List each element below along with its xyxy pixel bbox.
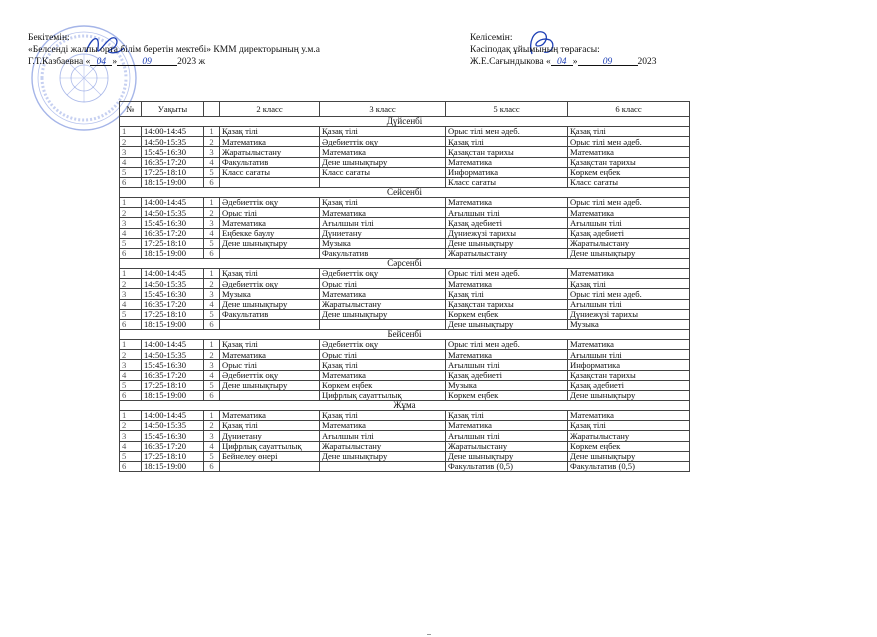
cell-time: 14:00-14:45: [142, 411, 204, 421]
cell-number: 2: [120, 350, 142, 360]
cell-grade-3: Орыс тілі: [320, 279, 446, 289]
cell-grade-6: Математика: [568, 147, 690, 157]
table-row: [120, 167, 690, 177]
table-row: [120, 421, 690, 431]
table-row: [120, 289, 690, 299]
cell-time: 18:15-19:00: [142, 248, 204, 258]
cell-number: 1: [120, 269, 142, 279]
cell-grade-3: Ағылшын тілі: [320, 431, 446, 441]
cell-grade-2: [220, 461, 320, 471]
day-header-row: [120, 117, 690, 127]
cell-time: 16:35-17:20: [142, 228, 204, 238]
cell-time: 17:25-18:10: [142, 451, 204, 461]
cell-time: 14:00-14:45: [142, 340, 204, 350]
cell-lesson-number: 6: [204, 319, 220, 329]
cell-grade-2: Дене шынықтыру: [220, 380, 320, 390]
table-row: [120, 269, 690, 279]
cell-grade-6: Информатика: [568, 360, 690, 370]
table-row: [120, 411, 690, 421]
table-row: [120, 380, 690, 390]
cell-grade-5: Математика: [446, 198, 568, 208]
cell-grade-6: Математика: [568, 208, 690, 218]
table-row: [120, 441, 690, 451]
cell-grade-5: Дене шынықтыру: [446, 451, 568, 461]
cell-time: 14:50-15:35: [142, 421, 204, 431]
day-name: Сәрсенбі: [120, 258, 690, 268]
cell-lesson-number: 5: [204, 238, 220, 248]
table-row: [120, 208, 690, 218]
cell-time: 15:45-16:30: [142, 218, 204, 228]
cell-number: 4: [120, 441, 142, 451]
cell-grade-6: Қазақ әдебиеті: [568, 380, 690, 390]
cell-grade-6: Көркем еңбек: [568, 167, 690, 177]
cell-grade-3: Дүниетану: [320, 228, 446, 238]
cell-grade-2: Цифрлық сауаттылық: [220, 441, 320, 451]
table-row: [120, 360, 690, 370]
cell-number: 5: [120, 451, 142, 461]
cell-time: 14:50-15:35: [142, 137, 204, 147]
cell-grade-6: Факультатив (0,5): [568, 461, 690, 471]
table-row: [120, 238, 690, 248]
col-header-grade-3: 3 класс: [320, 102, 446, 117]
cell-grade-2: Әдебиеттік оқу: [220, 370, 320, 380]
cell-grade-6: Қазақ тілі: [568, 127, 690, 137]
cell-time: 17:25-18:10: [142, 238, 204, 248]
cell-number: 6: [120, 248, 142, 258]
table-row: [120, 218, 690, 228]
cell-number: 3: [120, 218, 142, 228]
col-header-number: №: [120, 102, 142, 117]
cell-lesson-number: 2: [204, 279, 220, 289]
cell-time: 15:45-16:30: [142, 147, 204, 157]
cell-grade-5: Математика: [446, 350, 568, 360]
cell-grade-6: Дене шынықтыру: [568, 390, 690, 400]
cell-lesson-number: 4: [204, 157, 220, 167]
cell-grade-2: Математика: [220, 350, 320, 360]
cell-grade-3: Факультатив: [320, 248, 446, 258]
table-row: [120, 157, 690, 167]
page-mark: [427, 630, 431, 635]
cell-grade-5: Музыка: [446, 380, 568, 390]
cell-grade-6: Ағылшын тілі: [568, 218, 690, 228]
cell-lesson-number: 4: [204, 228, 220, 238]
cell-grade-5: Факультатив (0,5): [446, 461, 568, 471]
cell-time: 16:35-17:20: [142, 441, 204, 451]
cell-lesson-number: 2: [204, 350, 220, 360]
cell-grade-5: Дене шынықтыру: [446, 238, 568, 248]
cell-grade-3: Әдебиеттік оқу: [320, 269, 446, 279]
cell-number: 5: [120, 309, 142, 319]
table-row: [120, 461, 690, 471]
cell-number: 3: [120, 147, 142, 157]
col-header-grade-5: 5 класс: [446, 102, 568, 117]
cell-lesson-number: 3: [204, 431, 220, 441]
day-name: Жұма: [120, 400, 690, 410]
cell-grade-5: Қазақ тілі: [446, 411, 568, 421]
cell-grade-2: Қазақ тілі: [220, 340, 320, 350]
cell-grade-6: Қазақ тілі: [568, 279, 690, 289]
cell-lesson-number: 1: [204, 269, 220, 279]
cell-grade-2: Бейнелеу өнері: [220, 451, 320, 461]
cell-grade-6: Класс сағаты: [568, 177, 690, 187]
cell-grade-6: Математика: [568, 411, 690, 421]
cell-grade-5: Математика: [446, 157, 568, 167]
cell-grade-6: Қазақ әдебиеті: [568, 228, 690, 238]
cell-grade-5: Дүниежүзі тарихы: [446, 228, 568, 238]
cell-grade-5: Ағылшын тілі: [446, 360, 568, 370]
cell-grade-2: Дене шынықтыру: [220, 299, 320, 309]
cell-number: 6: [120, 390, 142, 400]
cell-number: 4: [120, 228, 142, 238]
approval-signatory: Г.Т.Казбаевна « 04 » 09 2023 ж: [28, 57, 206, 67]
cell-grade-2: Қазақ тілі: [220, 421, 320, 431]
cell-grade-6: Жаратылыстану: [568, 238, 690, 248]
cell-time: 16:35-17:20: [142, 157, 204, 167]
agreement-organization: Кәсіподақ ұйымының төрағасы:: [470, 45, 600, 55]
cell-grade-2: [220, 177, 320, 187]
day-name: Бейсенбі: [120, 329, 690, 339]
cell-grade-6: Жаратылыстану: [568, 431, 690, 441]
cell-grade-2: Қазақ тілі: [220, 269, 320, 279]
cell-grade-5: Информатика: [446, 167, 568, 177]
cell-number: 3: [120, 289, 142, 299]
table-row: [120, 137, 690, 147]
cell-grade-3: Қазақ тілі: [320, 198, 446, 208]
cell-lesson-number: 4: [204, 441, 220, 451]
col-header-lesson: [204, 102, 220, 117]
cell-grade-5: Ағылшын тілі: [446, 208, 568, 218]
cell-grade-2: [220, 319, 320, 329]
schedule-table: [119, 101, 690, 472]
cell-grade-6: Орыс тілі мен әдеб.: [568, 198, 690, 208]
cell-lesson-number: 5: [204, 451, 220, 461]
cell-lesson-number: 6: [204, 177, 220, 187]
cell-lesson-number: 5: [204, 380, 220, 390]
approval-day: 04: [90, 56, 112, 66]
cell-time: 15:45-16:30: [142, 431, 204, 441]
cell-grade-6: Орыс тілі мен әдеб.: [568, 137, 690, 147]
cell-grade-2: Қазақ тілі: [220, 127, 320, 137]
cell-grade-2: Әдебиеттік оқу: [220, 279, 320, 289]
cell-grade-2: Дене шынықтыру: [220, 238, 320, 248]
cell-grade-3: Орыс тілі: [320, 350, 446, 360]
cell-grade-6: Дүниежүзі тарихы: [568, 309, 690, 319]
cell-grade-2: [220, 390, 320, 400]
cell-grade-2: Әдебиеттік оқу: [220, 198, 320, 208]
table-row: [120, 451, 690, 461]
cell-lesson-number: 1: [204, 127, 220, 137]
approval-block: [28, 32, 320, 68]
cell-grade-6: Қазақстан тарихы: [568, 370, 690, 380]
day-header-row: [120, 400, 690, 410]
cell-grade-5: Көркем еңбек: [446, 309, 568, 319]
cell-time: 14:00-14:45: [142, 269, 204, 279]
cell-number: 1: [120, 411, 142, 421]
approval-month: 09: [117, 56, 177, 66]
cell-grade-3: Әдебиеттік оқу: [320, 137, 446, 147]
cell-lesson-number: 3: [204, 289, 220, 299]
cell-lesson-number: 1: [204, 340, 220, 350]
cell-number: 4: [120, 370, 142, 380]
cell-grade-2: Жаратылыстану: [220, 147, 320, 157]
cell-lesson-number: 3: [204, 218, 220, 228]
cell-time: 18:15-19:00: [142, 461, 204, 471]
agreement-day: 04: [551, 56, 573, 66]
table-row: [120, 248, 690, 258]
cell-grade-2: Музыка: [220, 289, 320, 299]
cell-number: 5: [120, 238, 142, 248]
cell-grade-5: Қазақстан тарихы: [446, 299, 568, 309]
table-row: [120, 390, 690, 400]
cell-time: 18:15-19:00: [142, 177, 204, 187]
cell-lesson-number: 5: [204, 309, 220, 319]
cell-time: 17:25-18:10: [142, 309, 204, 319]
cell-number: 1: [120, 127, 142, 137]
cell-number: 4: [120, 299, 142, 309]
cell-grade-2: Орыс тілі: [220, 208, 320, 218]
cell-grade-3: Ағылшын тілі: [320, 218, 446, 228]
cell-lesson-number: 6: [204, 461, 220, 471]
cell-grade-6: Математика: [568, 269, 690, 279]
cell-grade-2: Математика: [220, 411, 320, 421]
cell-grade-5: Дене шынықтыру: [446, 319, 568, 329]
table-row: [120, 319, 690, 329]
table-row: [120, 299, 690, 309]
cell-number: 5: [120, 167, 142, 177]
cell-grade-3: Әдебиеттік оқу: [320, 340, 446, 350]
cell-grade-3: Математика: [320, 370, 446, 380]
table-row: [120, 350, 690, 360]
agreement-month: 09: [578, 56, 638, 66]
cell-grade-5: Қазақстан тарихы: [446, 147, 568, 157]
cell-time: 16:35-17:20: [142, 370, 204, 380]
cell-lesson-number: 2: [204, 137, 220, 147]
schedule-body: [120, 117, 690, 472]
table-row: [120, 309, 690, 319]
cell-grade-3: Көркем еңбек: [320, 380, 446, 390]
cell-time: 14:50-15:35: [142, 350, 204, 360]
cell-number: 3: [120, 360, 142, 370]
cell-grade-2: [220, 248, 320, 258]
cell-grade-3: Математика: [320, 421, 446, 431]
cell-time: 14:00-14:45: [142, 127, 204, 137]
table-row: [120, 279, 690, 289]
cell-lesson-number: 3: [204, 147, 220, 157]
cell-time: 14:50-15:35: [142, 208, 204, 218]
cell-grade-5: Қазақ тілі: [446, 289, 568, 299]
cell-grade-6: Қазақ тілі: [568, 421, 690, 431]
table-row: [120, 198, 690, 208]
cell-time: 15:45-16:30: [142, 289, 204, 299]
cell-time: 18:15-19:00: [142, 319, 204, 329]
cell-grade-5: Қазақ әдебиеті: [446, 218, 568, 228]
table-row: [120, 370, 690, 380]
cell-grade-5: Математика: [446, 421, 568, 431]
cell-grade-3: Класс сағаты: [320, 167, 446, 177]
cell-grade-3: [320, 461, 446, 471]
cell-grade-6: Орыс тілі мен әдеб.: [568, 289, 690, 299]
cell-grade-6: Музыка: [568, 319, 690, 329]
cell-number: 2: [120, 137, 142, 147]
cell-lesson-number: 6: [204, 390, 220, 400]
cell-grade-5: Математика: [446, 279, 568, 289]
cell-number: 2: [120, 421, 142, 431]
col-header-time: Уақыты: [142, 102, 204, 117]
cell-lesson-number: 2: [204, 208, 220, 218]
agreement-block: [470, 32, 657, 68]
cell-grade-6: Ағылшын тілі: [568, 350, 690, 360]
day-header-row: [120, 258, 690, 268]
day-name: Дүйсенбі: [120, 117, 690, 127]
cell-number: 1: [120, 340, 142, 350]
cell-grade-5: Ағылшын тілі: [446, 431, 568, 441]
cell-grade-3: Дене шынықтыру: [320, 309, 446, 319]
cell-number: 6: [120, 177, 142, 187]
cell-grade-2: Еңбекке баулу: [220, 228, 320, 238]
approval-institution: «Белсенді жалпы орта білім беретін мектебі» КММ директорының у.м.а: [28, 45, 320, 55]
table-row: [120, 431, 690, 441]
cell-grade-5: Көркем еңбек: [446, 390, 568, 400]
cell-lesson-number: 1: [204, 198, 220, 208]
cell-grade-5: Қазақ әдебиеті: [446, 370, 568, 380]
cell-lesson-number: 4: [204, 370, 220, 380]
day-name: Сейсенбі: [120, 187, 690, 197]
cell-grade-3: Жаратылыстану: [320, 441, 446, 451]
cell-grade-3: Жаратылыстану: [320, 299, 446, 309]
cell-lesson-number: 6: [204, 248, 220, 258]
cell-grade-3: Қазақ тілі: [320, 360, 446, 370]
cell-number: 6: [120, 461, 142, 471]
cell-grade-6: Математика: [568, 340, 690, 350]
cell-grade-3: Дене шынықтыру: [320, 451, 446, 461]
cell-time: 15:45-16:30: [142, 360, 204, 370]
cell-grade-5: Қазақ тілі: [446, 137, 568, 147]
cell-grade-2: Дүниетану: [220, 431, 320, 441]
cell-grade-6: Дене шынықтыру: [568, 248, 690, 258]
cell-grade-3: [320, 177, 446, 187]
table-row: [120, 147, 690, 157]
cell-grade-5: Орыс тілі мен әдеб.: [446, 269, 568, 279]
cell-grade-3: Дене шынықтыру: [320, 157, 446, 167]
cell-lesson-number: 4: [204, 299, 220, 309]
cell-grade-2: Факультатив: [220, 309, 320, 319]
table-row: [120, 228, 690, 238]
cell-number: 3: [120, 431, 142, 441]
cell-grade-6: Көркем еңбек: [568, 441, 690, 451]
day-header-row: [120, 329, 690, 339]
cell-grade-5: Орыс тілі мен әдеб.: [446, 127, 568, 137]
approval-title: Бекітемін:: [28, 33, 70, 43]
cell-lesson-number: 3: [204, 360, 220, 370]
cell-grade-5: Жаратылыстану: [446, 248, 568, 258]
col-header-grade-2: 2 класс: [220, 102, 320, 117]
cell-grade-5: Жаратылыстану: [446, 441, 568, 451]
cell-number: 2: [120, 279, 142, 289]
cell-grade-3: Цифрлық сауаттылық: [320, 390, 446, 400]
cell-number: 4: [120, 157, 142, 167]
cell-grade-2: Факультатив: [220, 157, 320, 167]
cell-grade-3: Математика: [320, 208, 446, 218]
cell-grade-2: Математика: [220, 137, 320, 147]
cell-lesson-number: 5: [204, 167, 220, 177]
cell-grade-3: Музыка: [320, 238, 446, 248]
table-header-row: [120, 102, 690, 117]
table-row: [120, 340, 690, 350]
cell-grade-6: Ағылшын тілі: [568, 299, 690, 309]
day-header-row: [120, 187, 690, 197]
cell-lesson-number: 2: [204, 421, 220, 431]
cell-grade-5: Класс сағаты: [446, 177, 568, 187]
cell-grade-2: Орыс тілі: [220, 360, 320, 370]
cell-time: 17:25-18:10: [142, 380, 204, 390]
cell-grade-2: Класс сағаты: [220, 167, 320, 177]
cell-grade-5: Орыс тілі мен әдеб.: [446, 340, 568, 350]
cell-time: 18:15-19:00: [142, 390, 204, 400]
table-row: [120, 177, 690, 187]
cell-grade-6: Дене шынықтыру: [568, 451, 690, 461]
cell-grade-3: Қазақ тілі: [320, 411, 446, 421]
agreement-title: Келісемін:: [470, 33, 513, 43]
cell-number: 6: [120, 319, 142, 329]
cell-number: 1: [120, 198, 142, 208]
cell-grade-2: Математика: [220, 218, 320, 228]
table-row: [120, 127, 690, 137]
col-header-grade-6: 6 класс: [568, 102, 690, 117]
cell-grade-3: Қазақ тілі: [320, 127, 446, 137]
cell-time: 17:25-18:10: [142, 167, 204, 177]
cell-number: 2: [120, 208, 142, 218]
cell-time: 14:50-15:35: [142, 279, 204, 289]
cell-grade-3: Математика: [320, 147, 446, 157]
cell-time: 16:35-17:20: [142, 299, 204, 309]
cell-time: 14:00-14:45: [142, 198, 204, 208]
cell-grade-3: [320, 319, 446, 329]
cell-grade-3: Математика: [320, 289, 446, 299]
cell-number: 5: [120, 380, 142, 390]
cell-lesson-number: 1: [204, 411, 220, 421]
agreement-signatory: Ж.Е.Сағындыкова « 04 » 09 2023: [470, 57, 657, 67]
cell-grade-6: Қазақстан тарихы: [568, 157, 690, 167]
